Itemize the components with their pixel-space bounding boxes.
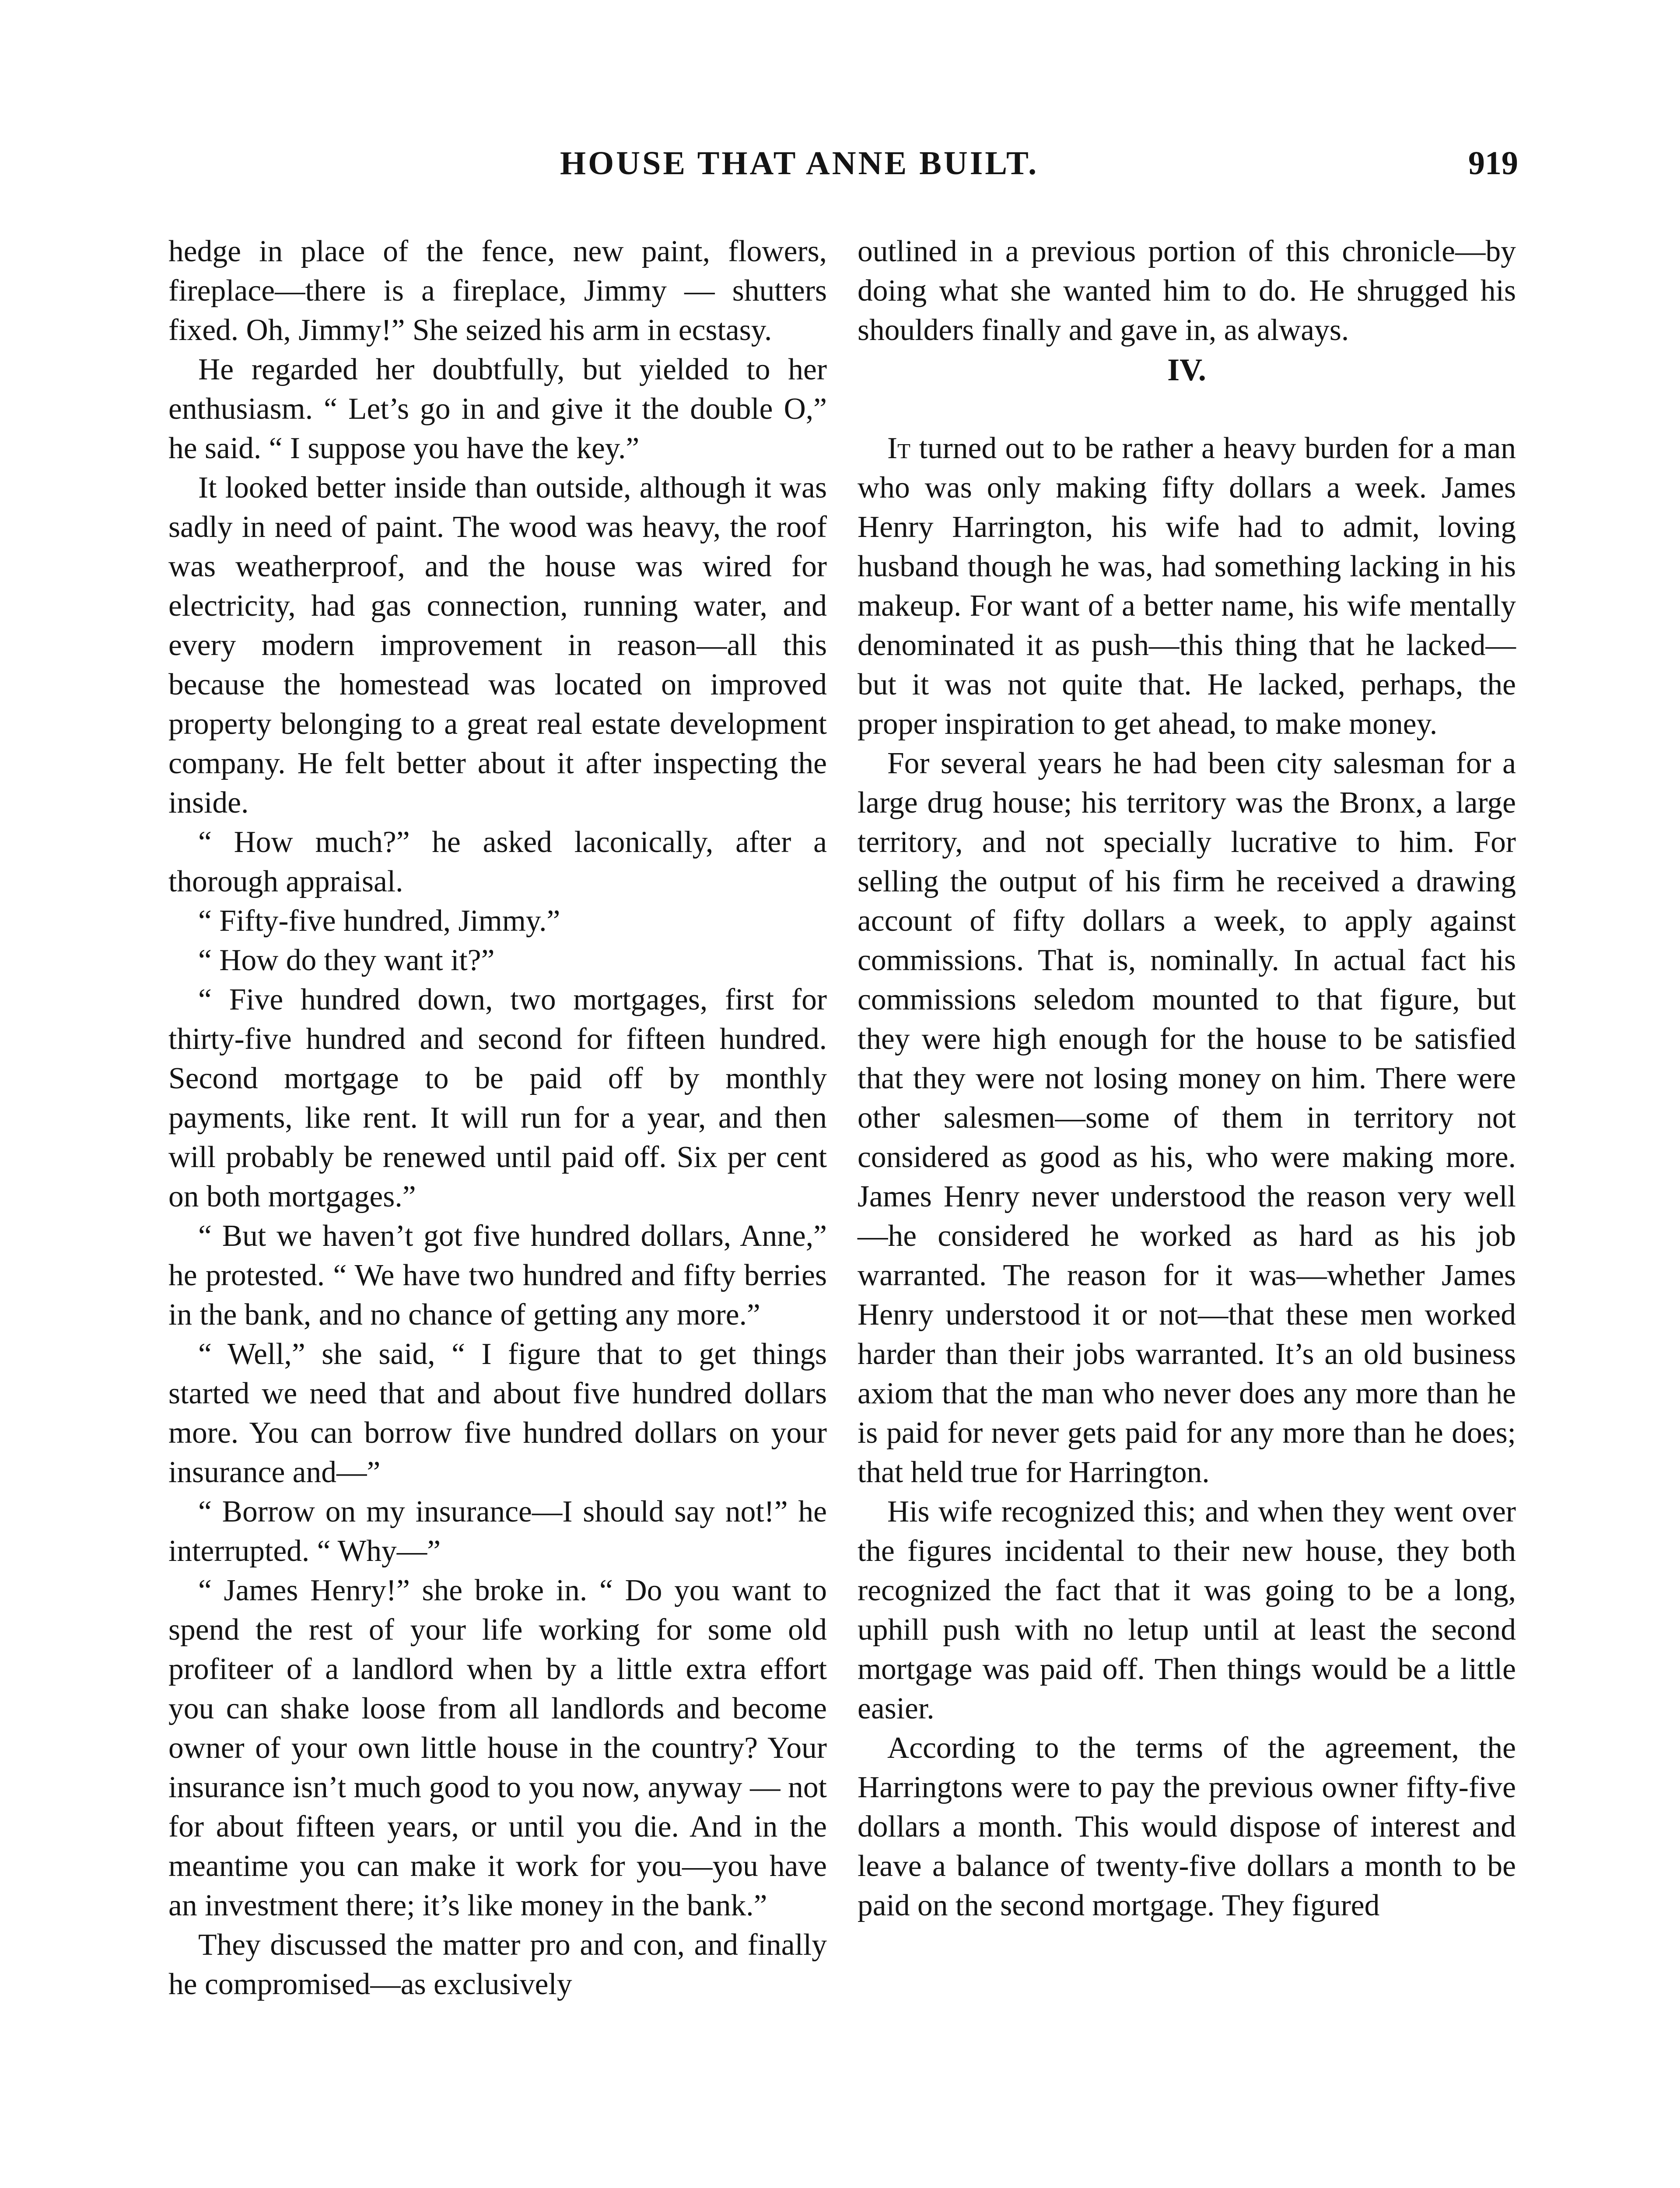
paragraph bbox=[858, 429, 1516, 744]
paragraph: “ Five hundred down, two mortgages, first for thirty-five hundred and second for fifteen hundred. Second mortgage to be paid off by monthly payments, like rent. It will run for a year, and then will probably be renewed until paid off. Six per cent on both mortgages.” bbox=[168, 983, 827, 1213]
paragraph: hedge in place of the fence, new paint, flowers, fireplace—there is a fireplace, Jimmy — shutters fixed. Oh, Jimmy!” She seized his arm in ecstasy. bbox=[168, 235, 827, 347]
paragraph: According to the terms of the agreement, the Harringtons were to pay the previous owner fifty-five dollars a month. This would dispose of interest and leave a balance of twenty-five dollars a month to be paid on the second mortgage. They figured bbox=[858, 1731, 1516, 1922]
page-header bbox=[0, 144, 1680, 193]
paragraph: “ Fifty-five hundred, Jimmy.” bbox=[198, 904, 560, 938]
paragraph: They discussed the matter pro and con, and finally he compromised—as exclusively bbox=[168, 1928, 827, 2001]
left-column bbox=[168, 232, 827, 2004]
paragraph: His wife recognized this; and when they went over the figures incidental to their new house, they both recognized the fact that it was going to be a long, uphill push with no letup until at least the second mortgage was paid off. Then things would be a little easier. bbox=[858, 1495, 1516, 1725]
paragraph: “ How much?” he asked laconically, after a thorough appraisal. bbox=[168, 825, 827, 898]
running-title: HOUSE THAT ANNE BUILT. bbox=[560, 145, 1039, 182]
paragraph: “ How do they want it?” bbox=[198, 943, 495, 977]
section-number: IV. bbox=[1167, 352, 1206, 387]
paragraph: It looked better inside than outside, although it was sadly in need of paint. The wood was heavy, the roof was weatherproof, and the house was wired for electricity, had gas connection, running water, and every modern improvement in reason—all this because the homestead was located on improved property belonging to a great real estate development company. He felt better about it after inspecting the inside. bbox=[168, 471, 827, 820]
paragraph: “ James Henry!” she broke in. “ Do you want to spend the rest of your life working for some old profiteer of a landlord when by a little extra effort you can shake loose from all landlords and become owner of your own little house in the country? Your insurance isn’t much good to you now, anyway — not for about fifteen years, or until you die. And in the meantime you can make it work for you—you have an investment there; it’s like money in the bank.” bbox=[168, 1574, 827, 1922]
paragraph: “ Borrow on my insurance—I should say not!” he interrupted. “ Why—” bbox=[168, 1495, 827, 1568]
page-number: 919 bbox=[1468, 145, 1518, 182]
drop-word: It bbox=[887, 431, 911, 465]
paragraph: “ But we haven’t got five hundred dollars, Anne,” he protested. “ We have two hundred and fifty berries in the bank, and no chance of getting any more.” bbox=[168, 1219, 827, 1332]
paragraph: He regarded her doubtfully, but yielded to her enthusiasm. “ Let’s go in and give it the double O,” he said. “ I suppose you have the key.” bbox=[168, 353, 827, 465]
paragraph: For several years he had been city salesman for a large drug house; his territory was the Bronx, a large territory, and not specially lucrative to him. For selling the output of his firm he received a drawing account of fifty dollars a week, to apply against commissions. That is, nominally. In actual fact his commissions seledom mounted to that figure, but they were high enough for the house to be satisfied that they were not losing money on him. There were other salesmen—some of them in territory not considered as good as his, who were making more. James Henry never understood the reason very well—he considered he worked as hard as his job warranted. The reason for it was—whether James Henry understood it or not—that these men worked harder than their jobs warranted. It’s an old business axiom that the man who never does any more than he is paid for never gets paid for any more than he does; that held true for Harrington. bbox=[858, 747, 1516, 1489]
paragraph: “ Well,” she said, “ I figure that to get things started we need that and about five hundred dollars more. You can borrow five hundred dollars on your insurance and—” bbox=[168, 1337, 827, 1489]
paragraph-text: turned out to be rather a heavy burden for a man who was only making fifty dollars a week. James Henry Harrington, his wife had to admit, loving husband though he was, had something lacking in his makeup. For want of a better name, his wife mentally denominated it as push—this thing that he lacked—but it was not quite that. He lacked, perhaps, the proper inspiration to get ahead, to make money. bbox=[858, 431, 1516, 741]
paragraph: outlined in a previous portion of this chronicle—by doing what she wanted him to do. He shrugged his shoulders finally and gave in, as always. bbox=[858, 235, 1516, 347]
right-column bbox=[858, 232, 1516, 1925]
